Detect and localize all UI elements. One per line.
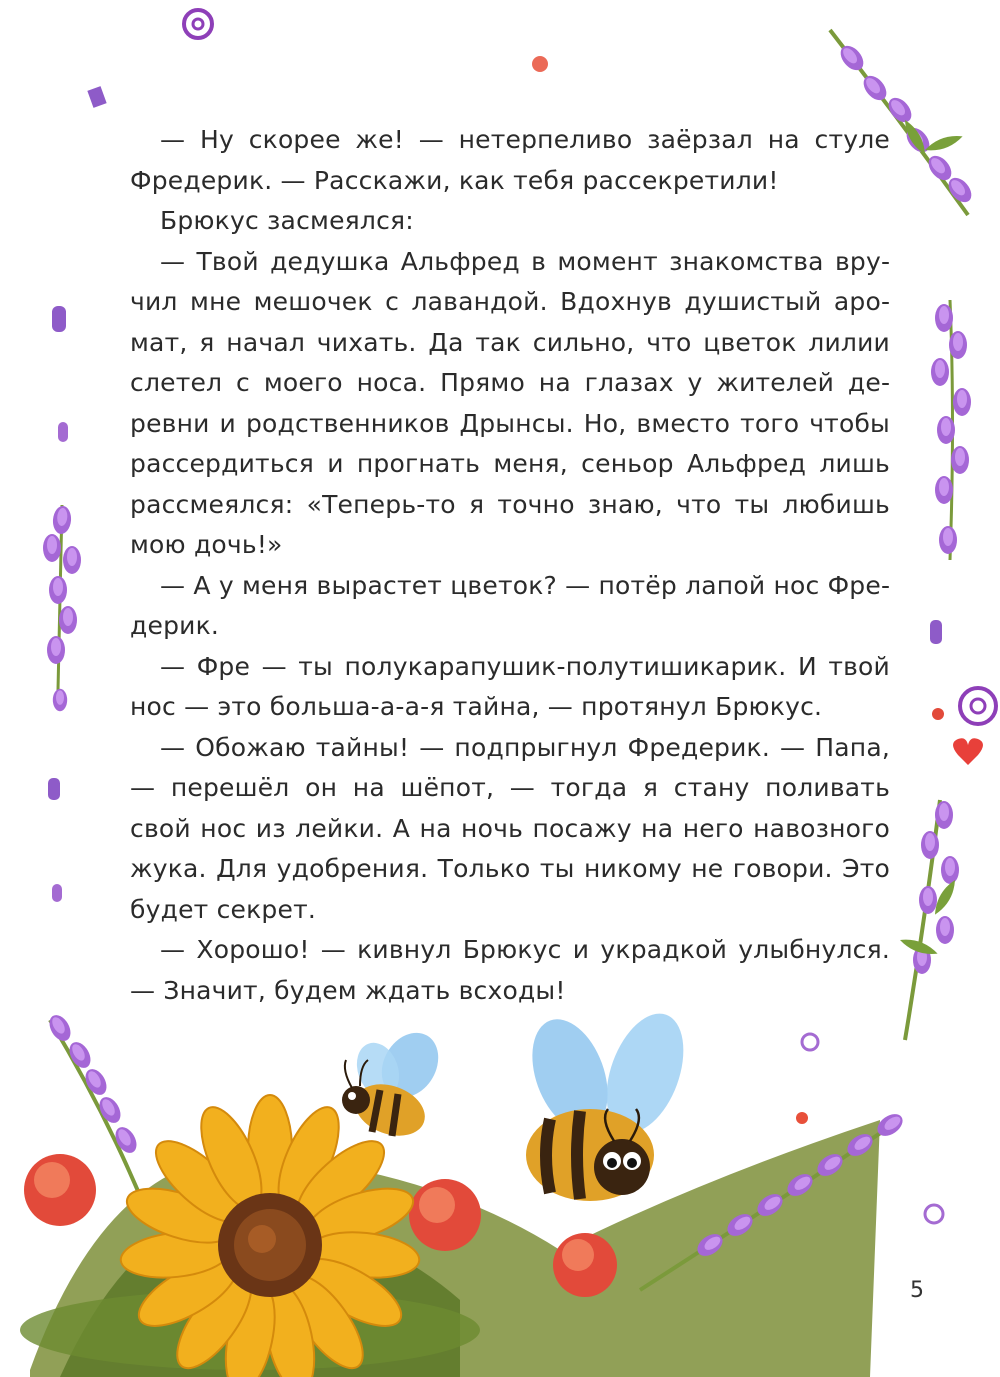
garden-border	[20, 1003, 907, 1377]
red-clover-icon	[24, 1154, 96, 1226]
swirl-icon	[960, 688, 996, 724]
heart-icon	[953, 738, 983, 765]
paragraph: — А у меня вырастет цветок? — потёр лапой нос Фредерик.	[130, 570, 890, 640]
paragraph: — Фре — ты полукарапушик-полутишикарик. И твой нос — это больша-а-а-я тайна, — протянул Брюкус.	[130, 651, 890, 721]
lavender-sprig-icon	[43, 505, 81, 711]
paragraph: Брюкус засмеялся:	[160, 206, 414, 235]
paragraph: — Хорошо! — кивнул Брюкус и украдкой улыбнулся. — Значит, будем ждать всходы!	[130, 935, 890, 1005]
bee-icon	[518, 1003, 698, 1201]
lavender-sprig-icon	[931, 300, 971, 560]
paragraph: — Твой дедушка Альфред в момент знакомства вручил мне мешочек с лавандой. Вдохнув душистый аромат, я начал чихать. Да так сильно, что цветок лилии слетел с моего носа. Прямо на глазах у жителей деревни и родственников Дрынсы. Но, вместо того чтобы рассердиться и прогнать меня, сеньор Альфред лишь рассмеялся: «Теперь-то я точно знаю, что ты любишь мою дочь!»	[130, 246, 890, 559]
page-number: 5	[910, 1278, 924, 1303]
red-clover-icon	[409, 1179, 481, 1251]
lavender-sprig-icon	[898, 800, 959, 1040]
story-text	[130, 120, 890, 1011]
bee-icon	[342, 1023, 450, 1145]
paragraph: — Ну скорее же! — нетерпеливо заёрзал на стуле Фредерик. — Расскажи, как тебя рассекретили!	[130, 125, 890, 195]
red-clover-icon	[553, 1233, 617, 1297]
swirl-icon	[184, 10, 212, 38]
paragraph: — Обожаю тайны! — подпрыгнул Фредерик. — Папа, — перешёл он на шёпот, — тогда я стану поливать свой нос из лейки. А на ночь посажу на него навозного жука. Для удобрения. Только ты никому не говори. Это будет секрет.	[130, 732, 890, 924]
